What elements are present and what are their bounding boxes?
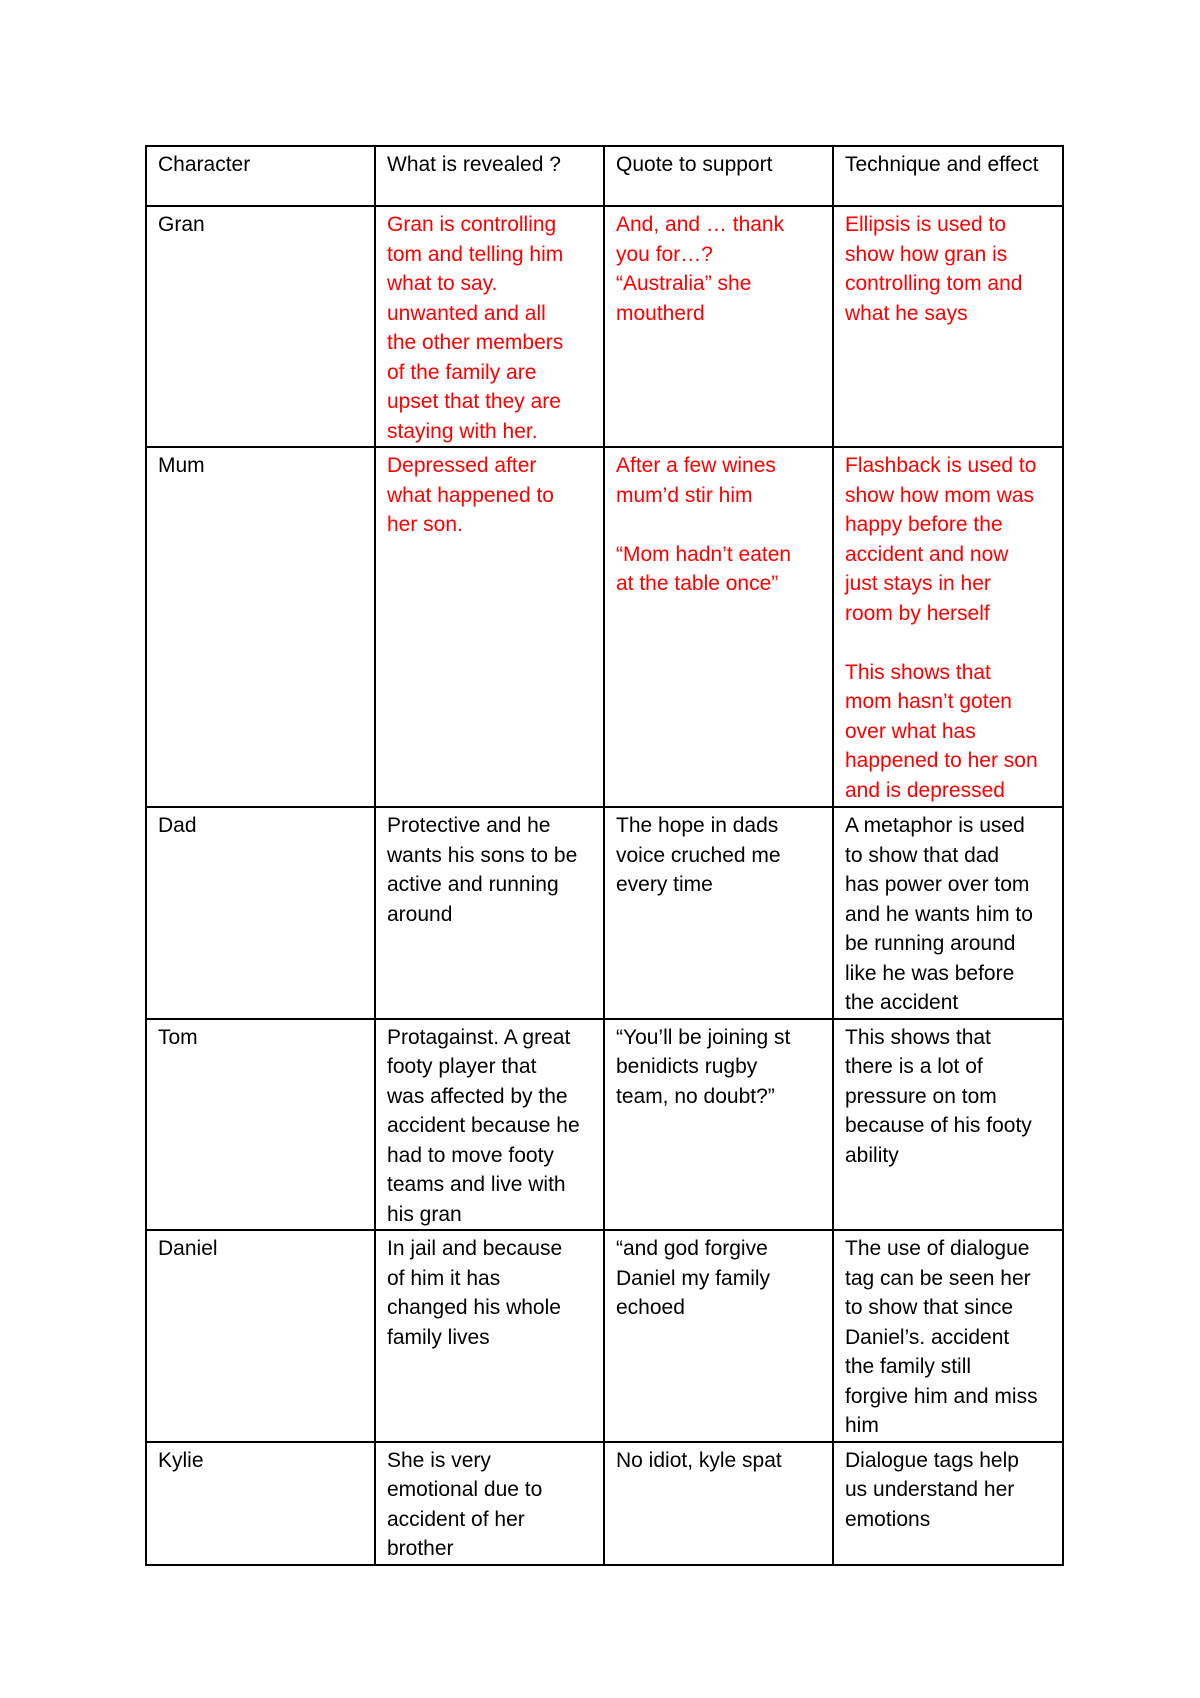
table-row-dad bbox=[146, 807, 1063, 1019]
text-line: to show that dad bbox=[845, 843, 1000, 867]
text-line: ability bbox=[845, 1143, 899, 1167]
table-row-gran bbox=[146, 206, 1063, 447]
table-row-daniel bbox=[146, 1230, 1063, 1442]
table-row-mum bbox=[146, 447, 1063, 807]
text-line: She is very bbox=[387, 1448, 491, 1472]
cell-technique bbox=[833, 1442, 1063, 1565]
cell-revealed bbox=[375, 1230, 604, 1442]
text-line: tom and telling him bbox=[387, 242, 564, 266]
text-line: around bbox=[387, 902, 453, 926]
header-character: Character bbox=[146, 146, 375, 206]
cell-technique bbox=[833, 1019, 1063, 1231]
text-line: happened to her son bbox=[845, 749, 1038, 772]
text-line: because of his footy bbox=[845, 1114, 1032, 1137]
text-line: what to say. bbox=[387, 272, 498, 295]
text-line: accident and now bbox=[845, 542, 1009, 566]
paragraph-gap bbox=[616, 510, 823, 540]
text-line: “You’ll be joining st bbox=[616, 1025, 791, 1049]
cell-revealed bbox=[375, 447, 604, 807]
text-line: teams and live with bbox=[387, 1173, 566, 1196]
cell-revealed bbox=[375, 807, 604, 1019]
text-line: moutherd bbox=[616, 301, 705, 325]
text-line: emotions bbox=[845, 1507, 931, 1531]
text-line: there is a lot of bbox=[845, 1055, 983, 1078]
text-line: Daniel’s. accident bbox=[845, 1325, 1010, 1349]
cell-quote bbox=[604, 447, 833, 807]
text-line: This shows that bbox=[845, 1025, 991, 1049]
text-line: accident of her bbox=[387, 1507, 525, 1531]
text-line: The use of dialogue bbox=[845, 1237, 1030, 1260]
cell-character: Gran bbox=[146, 206, 375, 447]
cell-character: Kylie bbox=[146, 1442, 375, 1565]
text-line: In jail and because bbox=[387, 1237, 563, 1260]
text-line: Flashback is used to bbox=[845, 454, 1037, 477]
text-line: upset that they are bbox=[387, 390, 561, 413]
text-line: echoed bbox=[616, 1296, 685, 1319]
table-row-kylie bbox=[146, 1442, 1063, 1565]
text-line: Daniel my family bbox=[616, 1266, 771, 1290]
text-line: what happened to bbox=[387, 483, 554, 507]
text-line: “and god forgive bbox=[616, 1237, 768, 1260]
text-line: brother bbox=[387, 1537, 454, 1560]
text-line: emotional due to bbox=[387, 1478, 543, 1501]
text-line: be running around bbox=[845, 932, 1016, 955]
text-line: benidicts rugby bbox=[616, 1055, 758, 1078]
cell-technique bbox=[833, 206, 1063, 447]
text-line: staying with her. bbox=[387, 419, 538, 443]
cell-character: Tom bbox=[146, 1019, 375, 1231]
text-line: team, no doubt?” bbox=[616, 1084, 775, 1108]
text-line: what he says bbox=[845, 301, 968, 325]
text-line: This shows that bbox=[845, 660, 991, 684]
text-line: footy player that bbox=[387, 1055, 537, 1078]
text-line: pressure on tom bbox=[845, 1084, 997, 1108]
text-line: controlling tom and bbox=[845, 272, 1023, 295]
text-line: accident because he bbox=[387, 1114, 580, 1137]
text-line: happy before the bbox=[845, 513, 1003, 536]
text-line: No idiot, kyle spat bbox=[616, 1448, 782, 1472]
header-quote-to-support: Quote to support bbox=[604, 146, 833, 206]
text-line: and is depressed bbox=[845, 778, 1005, 802]
cell-quote bbox=[604, 807, 833, 1019]
text-line: his gran bbox=[387, 1202, 462, 1226]
text-line: Protective and he bbox=[387, 814, 551, 837]
text-line: has power over tom bbox=[845, 873, 1030, 896]
text-line: like he was before bbox=[845, 961, 1015, 985]
text-line: After a few wines bbox=[616, 454, 776, 477]
cell-character: Mum bbox=[146, 447, 375, 807]
text-line: changed his whole bbox=[387, 1296, 561, 1319]
text-line: just stays in her bbox=[845, 572, 991, 595]
text-line: The hope in dads bbox=[616, 814, 779, 837]
text-line: over what has bbox=[845, 719, 976, 743]
text-line: the accident bbox=[845, 991, 959, 1014]
text-line: room by herself bbox=[845, 601, 990, 625]
text-line: had to move footy bbox=[387, 1143, 554, 1167]
text-line: him bbox=[845, 1414, 879, 1437]
text-line: you for…? bbox=[616, 242, 713, 266]
character-analysis-table bbox=[145, 145, 1064, 1566]
cell-quote bbox=[604, 206, 833, 447]
text-line: of him it has bbox=[387, 1266, 501, 1290]
cell-revealed bbox=[375, 1019, 604, 1231]
text-line: the other members bbox=[387, 331, 564, 354]
text-line: forgive him and miss bbox=[845, 1384, 1038, 1408]
text-line: Gran is controlling bbox=[387, 213, 557, 236]
header-what-is-revealed: What is revealed ? bbox=[375, 146, 604, 206]
text-line: mom hasn’t goten bbox=[845, 690, 1012, 713]
text-line: of the family are bbox=[387, 360, 537, 384]
cell-quote bbox=[604, 1019, 833, 1231]
cell-quote bbox=[604, 1230, 833, 1442]
text-line: mum’d stir him bbox=[616, 483, 753, 507]
text-line: “Australia” she bbox=[616, 272, 752, 295]
cell-technique bbox=[833, 447, 1063, 807]
text-line: to show that since bbox=[845, 1296, 1014, 1319]
text-line: wants his sons to be bbox=[387, 843, 578, 867]
header-technique-and-effect: Technique and effect bbox=[833, 146, 1063, 206]
text-line: the family still bbox=[845, 1355, 972, 1378]
text-line: and he wants him to bbox=[845, 902, 1033, 926]
cell-character: Dad bbox=[146, 807, 375, 1019]
text-line: was affected by the bbox=[387, 1084, 568, 1108]
text-line: show how gran is bbox=[845, 242, 1008, 266]
text-line: voice cruched me bbox=[616, 843, 781, 867]
text-line: “Mom hadn’t eaten bbox=[616, 542, 792, 566]
text-line: Protagainst. A great bbox=[387, 1025, 571, 1049]
table-header-row bbox=[146, 146, 1063, 206]
table-row-tom bbox=[146, 1019, 1063, 1231]
text-line: Depressed after bbox=[387, 454, 537, 477]
text-line: family lives bbox=[387, 1325, 490, 1349]
cell-technique bbox=[833, 807, 1063, 1019]
text-line: every time bbox=[616, 873, 713, 896]
text-line: at the table once” bbox=[616, 572, 779, 595]
cell-revealed bbox=[375, 1442, 604, 1565]
cell-revealed bbox=[375, 206, 604, 447]
cell-technique bbox=[833, 1230, 1063, 1442]
text-line: And, and … thank bbox=[616, 213, 785, 236]
text-line: her son. bbox=[387, 513, 463, 536]
text-line: show how mom was bbox=[845, 483, 1035, 507]
paragraph-gap bbox=[845, 628, 1053, 658]
text-line: us understand her bbox=[845, 1478, 1015, 1501]
text-line: tag can be seen her bbox=[845, 1266, 1031, 1290]
text-line: Dialogue tags help bbox=[845, 1448, 1019, 1472]
cell-quote bbox=[604, 1442, 833, 1565]
text-line: Ellipsis is used to bbox=[845, 213, 1007, 236]
text-line: A metaphor is used bbox=[845, 814, 1025, 837]
text-line: active and running bbox=[387, 873, 559, 896]
text-line: unwanted and all bbox=[387, 301, 546, 325]
cell-character: Daniel bbox=[146, 1230, 375, 1442]
